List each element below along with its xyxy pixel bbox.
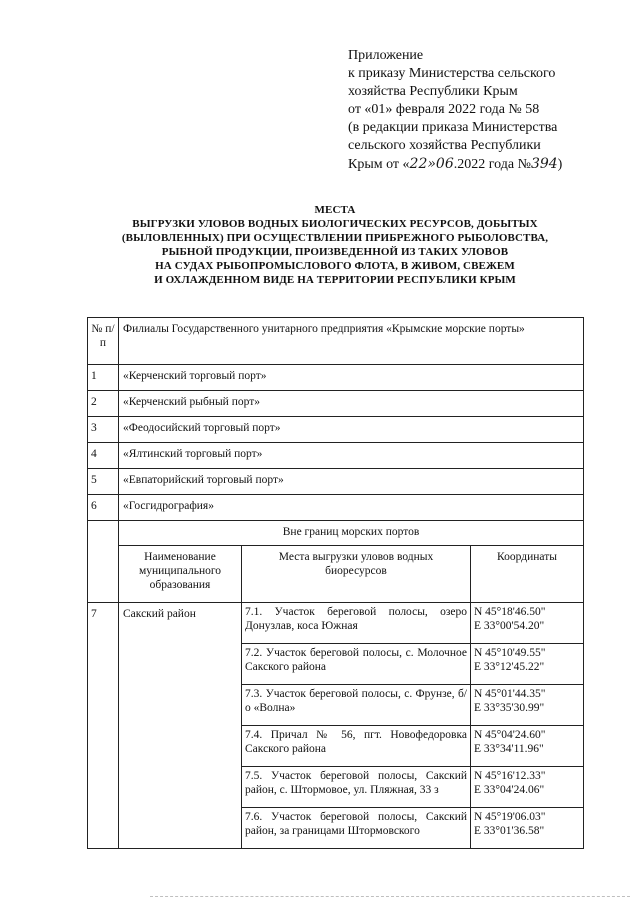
port-name: «Госгидрография» [119,495,584,521]
sub-header-row [88,546,584,603]
appendix-last-suffix: ) [557,157,563,172]
outside-ports-row [88,521,584,546]
table-header-row [88,318,584,365]
outside-ports-heading: Вне границ морских портов [119,521,584,546]
empty-num-cell [88,521,119,603]
title-line: РЫБНОЙ ПРОДУКЦИИ, ПРОИЗВЕДЕННОЙ ИЗ ТАКИХ УЛОВОВ [161,246,509,258]
site-longitude: E 33°00'54.20" [474,620,545,632]
district-num: 7 [88,603,119,849]
title-line: И ОХЛАЖДЕННОМ ВИДЕ НА ТЕРРИТОРИИ РЕСПУБЛИКИ КРЫМ [154,274,516,286]
appendix-last-middle: .2022 года № [453,157,531,172]
site-latitude: N 45°04'24.60" [474,729,546,741]
site-coordinates [471,767,584,808]
site-description: 7.6. Участок береговой полосы, Сакский район, за границами Штормовского [242,808,471,849]
title-line: ВЫГРУЗКИ УЛОВОВ ВОДНЫХ БИОЛОГИЧЕСКИХ РЕСУРСОВ, ДОБЫТЫХ [132,218,538,230]
site-description: 7.3. Участок береговой полосы, с. Фрунзе, б/о «Волна» [242,685,471,726]
site-description: 7.2. Участок береговой полосы, с. Молочное Сакского района [242,644,471,685]
site-coordinates [471,685,584,726]
table-row [88,603,584,644]
site-latitude: N 45°18'46.50" [474,606,546,618]
places-header: Места выгрузки уловов водных биоресурсов [242,546,471,603]
district-name: Сакский район [119,603,242,849]
appendix-line: к приказу Министерства сельского [348,66,556,81]
appendix-line: Приложение [348,48,424,63]
appendix-last-line [348,155,618,174]
table-row [88,417,584,443]
appendix-line: хозяйства Республики Крым [348,84,518,99]
table-row [88,391,584,417]
site-longitude: E 33°34'11.96" [474,743,544,755]
unloading-places-table [87,317,584,849]
port-num: 5 [88,469,119,495]
port-name: «Керченский рыбный порт» [119,391,584,417]
title-line: (ВЫЛОВЛЕННЫХ) ПРИ ОСУЩЕСТВЛЕНИИ ПРИБРЕЖНОГО РЫБОЛОВСТВА, [121,232,549,244]
site-description: 7.5. Участок береговой полосы, Сакский район, с. Штормовое, ул. Пляжная, 33 з [242,767,471,808]
appendix-line: (в редакции приказа Министерства [348,120,558,135]
site-coordinates [471,603,584,644]
appendix-last-prefix: Крым от « [348,157,410,172]
port-name: «Керченский торговый порт» [119,365,584,391]
port-name: «Ялтинский торговый порт» [119,443,584,469]
scan-artifact-line [150,896,630,899]
site-latitude: N 45°19'06.03" [474,811,546,823]
site-coordinates [471,644,584,685]
title-line: МЕСТА [314,204,356,216]
port-num: 6 [88,495,119,521]
site-latitude: N 45°16'12.33" [474,770,546,782]
table-row [88,495,584,521]
handwritten-number: 394 [530,156,558,172]
site-longitude: E 33°04'24.06" [474,784,545,796]
port-num: 4 [88,443,119,469]
port-name: «Феодосийский торговый порт» [119,417,584,443]
appendix-line: от «01» февраля 2022 года № 58 [348,102,540,117]
port-num: 2 [88,391,119,417]
site-description: 7.4. Причал № 56, пгт. Новофедоровка Сакского района [242,726,471,767]
header-branches-cell: Филиалы Государственного унитарного предприятия «Крымские морские порты» [119,318,584,365]
site-coordinates [471,726,584,767]
table-row [88,469,584,495]
table-row [88,365,584,391]
document-title [90,203,580,287]
table-row [88,443,584,469]
site-longitude: E 33°12'45.22" [474,661,545,673]
coordinates-header: Координаты [471,546,584,603]
site-description: 7.1. Участок береговой полосы, озеро Донузлав, коса Южная [242,603,471,644]
appendix-line: сельского хозяйства Республики [348,138,541,153]
port-num: 3 [88,417,119,443]
handwritten-date: 22»06 [409,156,454,172]
site-longitude: E 33°35'30.99" [474,702,545,714]
header-num-cell: № п/п [88,318,119,365]
site-latitude: N 45°10'49.55" [474,647,546,659]
municipality-header: Наименование муниципального образования [119,546,242,603]
port-num: 1 [88,365,119,391]
site-coordinates [471,808,584,849]
appendix-block [348,47,618,174]
site-longitude: E 33°01'36.58" [474,825,545,837]
title-line: НА СУДАХ РЫБОПРОМЫСЛОВОГО ФЛОТА, В ЖИВОМ, СВЕЖЕМ [155,260,515,272]
port-name: «Евпаторийский торговый порт» [119,469,584,495]
site-latitude: N 45°01'44.35" [474,688,546,700]
